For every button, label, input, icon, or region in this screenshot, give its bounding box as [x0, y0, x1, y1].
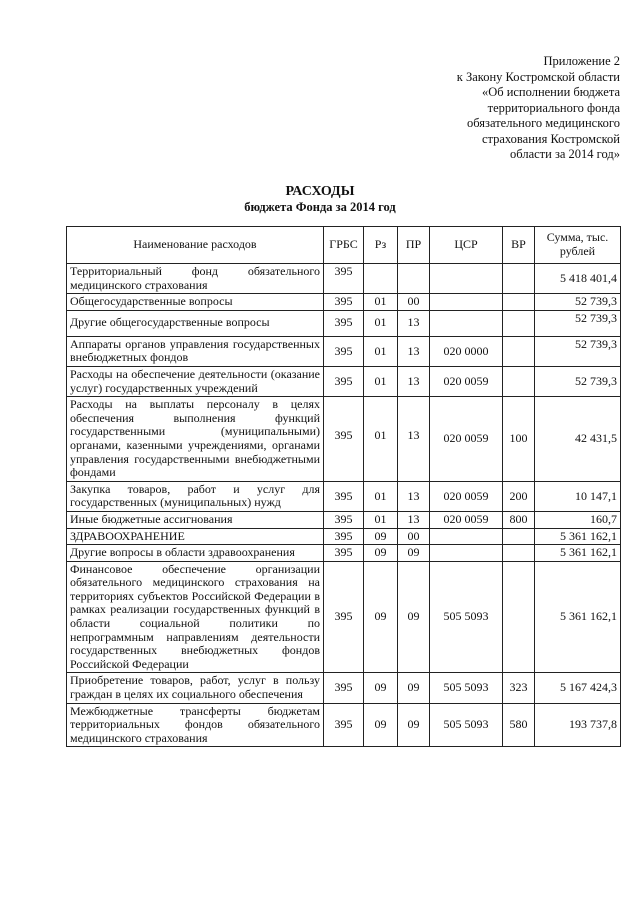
- row-vr: [503, 528, 535, 545]
- row-vr: [503, 264, 535, 294]
- row-csr: 505 5093: [430, 561, 503, 673]
- row-csr: 020 0000: [430, 336, 503, 366]
- row-sum: 52 739,3: [535, 310, 621, 336]
- table-row: [67, 703, 621, 747]
- row-name: Другие вопросы в области здравоохранения: [67, 545, 324, 562]
- row-name: Аппараты органов управления государственных внебюджетных фондов: [67, 336, 324, 366]
- row-grbs: 395: [324, 397, 364, 482]
- header-sum: Сумма, тыс. рублей: [535, 227, 621, 264]
- row-grbs: 395: [324, 336, 364, 366]
- appendix-line: страхования Костромской: [481, 131, 620, 146]
- row-name: Приобретение товаров, работ, услуг в пользу граждан в целях их социального обеспечения: [67, 673, 324, 703]
- header-pr: ПР: [398, 227, 430, 264]
- row-rz: 01: [364, 294, 398, 311]
- row-sum: 10 147,1: [535, 481, 621, 511]
- row-rz: 01: [364, 511, 398, 528]
- row-sum: 52 739,3: [535, 294, 621, 311]
- row-vr: 323: [503, 673, 535, 703]
- table-row: [67, 366, 621, 396]
- row-grbs: 395: [324, 673, 364, 703]
- row-pr: 13: [398, 511, 430, 528]
- row-csr: 505 5093: [430, 703, 503, 747]
- row-pr: 13: [398, 310, 430, 336]
- row-grbs: 395: [324, 545, 364, 562]
- row-csr: [430, 528, 503, 545]
- table-row: [67, 511, 621, 528]
- row-rz: 09: [364, 545, 398, 562]
- row-grbs: 395: [324, 481, 364, 511]
- row-rz: 01: [364, 481, 398, 511]
- table-row: [67, 310, 621, 336]
- row-vr: 200: [503, 481, 535, 511]
- row-name: Территориальный фонд обязательного медицинского страхования: [67, 264, 324, 294]
- header-grbs: ГРБС: [324, 227, 364, 264]
- row-name: Закупка товаров, работ и услуг для государственных (муниципальных) нужд: [67, 481, 324, 511]
- appendix-line: «Об исполнении бюджета: [481, 85, 620, 99]
- row-grbs: 395: [324, 264, 364, 294]
- row-csr: 020 0059: [430, 366, 503, 396]
- row-pr: 09: [398, 673, 430, 703]
- appendix-line: Приложение 2: [543, 54, 620, 68]
- row-pr: 13: [398, 336, 430, 366]
- row-grbs: 395: [324, 294, 364, 311]
- row-rz: 01: [364, 310, 398, 336]
- appendix-line: к Закону Костромской области: [456, 69, 620, 84]
- row-grbs: 395: [324, 528, 364, 545]
- row-pr: 09: [398, 703, 430, 747]
- header-csr: ЦСР: [430, 227, 503, 264]
- appendix-line: обязательного медицинского: [466, 116, 620, 130]
- row-vr: 800: [503, 511, 535, 528]
- table-row: [67, 561, 621, 673]
- appendix-note: [360, 54, 620, 163]
- row-grbs: 395: [324, 703, 364, 747]
- row-vr: 580: [503, 703, 535, 747]
- row-sum: 5 361 162,1: [535, 561, 621, 673]
- row-pr: 09: [398, 561, 430, 673]
- row-name: Расходы на выплаты персоналу в целях обеспечения выполнения функций государственными (муниципальными) органами, казенными учреждениями, органами управления государственными внебюджетными фондами: [67, 397, 324, 482]
- row-pr: 00: [398, 528, 430, 545]
- row-sum: 5 167 424,3: [535, 673, 621, 703]
- header-rz: Рз: [364, 227, 398, 264]
- row-sum: 160,7: [535, 511, 621, 528]
- row-vr: [503, 310, 535, 336]
- row-pr: 13: [398, 397, 430, 482]
- row-pr: [398, 264, 430, 294]
- row-vr: 100: [503, 397, 535, 482]
- row-rz: 01: [364, 336, 398, 366]
- header-name: Наименование расходов: [67, 227, 324, 264]
- row-pr: 13: [398, 481, 430, 511]
- row-sum: 193 737,8: [535, 703, 621, 747]
- row-csr: 020 0059: [430, 511, 503, 528]
- row-pr: 13: [398, 366, 430, 396]
- table-row: [67, 397, 621, 482]
- row-rz: 09: [364, 528, 398, 545]
- row-vr: [503, 336, 535, 366]
- row-sum: 52 739,3: [535, 336, 621, 366]
- appendix-line: области за 2014 год»: [510, 147, 620, 161]
- row-csr: [430, 545, 503, 562]
- row-name: Расходы на обеспечение деятельности (оказание услуг) государственных учреждений: [67, 366, 324, 396]
- row-vr: [503, 294, 535, 311]
- row-pr: 00: [398, 294, 430, 311]
- row-rz: 01: [364, 366, 398, 396]
- row-csr: [430, 310, 503, 336]
- row-csr: 020 0059: [430, 481, 503, 511]
- row-name: Иные бюджетные ассигнования: [67, 511, 324, 528]
- row-sum: 52 739,3: [535, 366, 621, 396]
- table-row: [67, 481, 621, 511]
- table-row: [67, 673, 621, 703]
- table-row: [67, 528, 621, 545]
- expenses-table: [66, 226, 621, 747]
- table-header-row: [67, 227, 621, 264]
- row-grbs: 395: [324, 511, 364, 528]
- row-rz: 09: [364, 561, 398, 673]
- row-sum: 5 361 162,1: [535, 528, 621, 545]
- table-row: [67, 545, 621, 562]
- row-sum: 5 418 401,4: [535, 264, 621, 294]
- row-grbs: 395: [324, 561, 364, 673]
- row-csr: 505 5093: [430, 673, 503, 703]
- row-pr: 09: [398, 545, 430, 562]
- row-rz: [364, 264, 398, 294]
- row-csr: [430, 264, 503, 294]
- document-title: РАСХОДЫ: [285, 184, 355, 199]
- row-name: Другие общегосударственные вопросы: [67, 310, 324, 336]
- row-rz: 01: [364, 397, 398, 482]
- appendix-line: территориального фонда: [487, 100, 620, 115]
- row-rz: 09: [364, 673, 398, 703]
- row-name: Межбюджетные трансферты бюджетам территориальных фондов обязательного медицинского страхования: [67, 703, 324, 747]
- row-grbs: 395: [324, 310, 364, 336]
- row-csr: 020 0059: [430, 397, 503, 482]
- row-vr: [503, 561, 535, 673]
- row-sum: 5 361 162,1: [535, 545, 621, 562]
- row-vr: [503, 366, 535, 396]
- row-name: ЗДРАВООХРАНЕНИЕ: [67, 528, 324, 545]
- table-row: [67, 264, 621, 294]
- row-csr: [430, 294, 503, 311]
- document-subtitle: бюджета Фонда за 2014 год: [244, 200, 396, 214]
- row-vr: [503, 545, 535, 562]
- row-name: Финансовое обеспечение организации обязательного медицинского страхования на территориях субъектов Российской Федерации в рамках реализации государственных функций в области социальной политики по непрограммным направлениям деятельности государственных внебюджетных фондов Российской Федерации: [67, 561, 324, 673]
- table-row: [67, 336, 621, 366]
- row-grbs: 395: [324, 366, 364, 396]
- header-vr: ВР: [503, 227, 535, 264]
- table-row: [67, 294, 621, 311]
- row-sum: 42 431,5: [535, 397, 621, 482]
- row-name: Общегосударственные вопросы: [67, 294, 324, 311]
- row-rz: 09: [364, 703, 398, 747]
